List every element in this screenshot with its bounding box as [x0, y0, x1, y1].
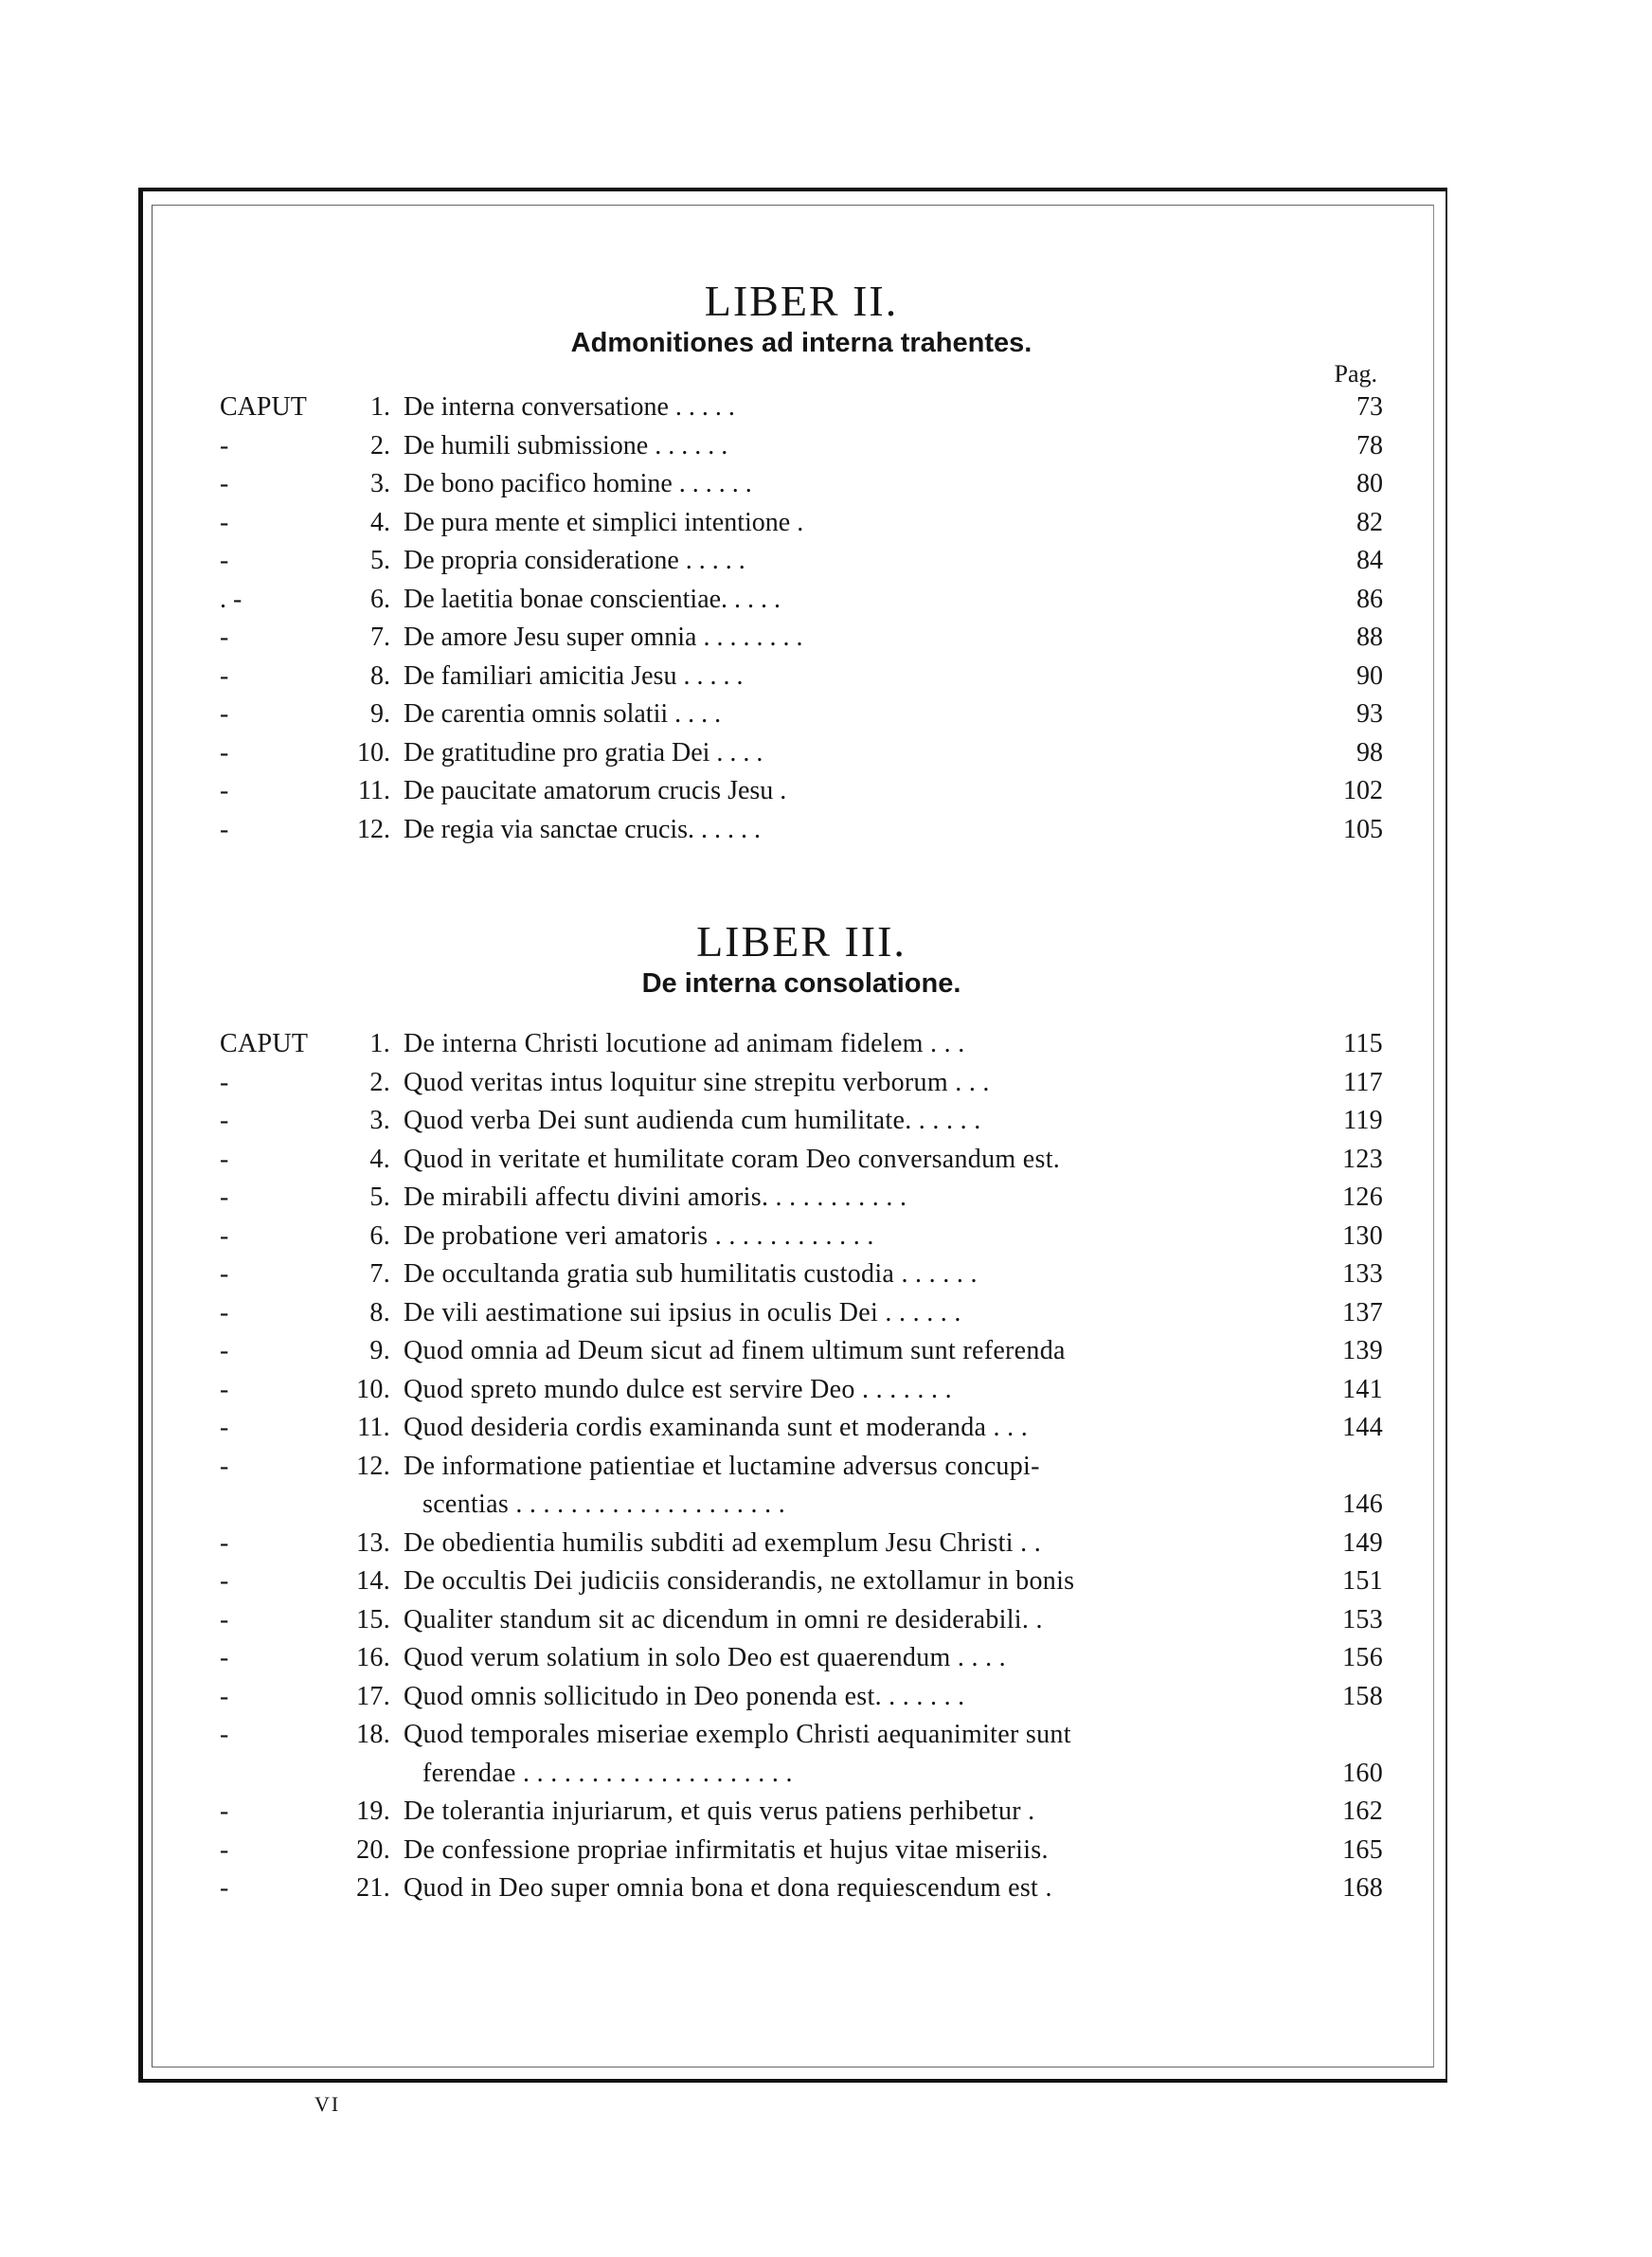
chapter-page: 139 — [1342, 1336, 1383, 1365]
chapter-number: 6. — [369, 1220, 390, 1251]
chapter-label: - — [220, 1220, 229, 1251]
chapter-label: - — [220, 546, 229, 575]
chapter-label: - — [220, 776, 229, 805]
chapter-label: - — [220, 1604, 229, 1634]
chapter-entry — [220, 542, 1383, 581]
chapter-label: - — [220, 1834, 229, 1865]
chapter-title: Quod omnia ad Deum sicut ad finem ultimum sunt referenda — [404, 1336, 1066, 1365]
chapter-entry — [220, 1562, 1383, 1601]
chapter-number: 13. — [356, 1527, 390, 1558]
chapter-entry — [220, 1755, 1383, 1794]
chapter-title: De probatione veri amatoris . . . . . . . . . . . . — [404, 1220, 874, 1251]
chapter-page: 84 — [1356, 546, 1383, 575]
chapter-title: De paucitate amatorum crucis Jesu . — [404, 776, 787, 805]
book-2-subtitle: Admonitiones ad interna trahentes. — [570, 328, 1032, 358]
book-2-section — [220, 277, 1383, 849]
chapter-entry — [220, 658, 1383, 696]
chapter-title: Quod in veritate et humilitate coram Deo conversandum est. — [404, 1144, 1061, 1174]
chapter-entry — [220, 1064, 1383, 1103]
chapter-page: 78 — [1356, 430, 1383, 460]
chapter-number: 2. — [370, 430, 390, 460]
chapter-page: 82 — [1356, 507, 1383, 537]
chapter-label: - — [220, 1374, 229, 1404]
chapter-entry — [220, 581, 1383, 620]
chapter-title: De pura mente et simplici intentione . — [404, 507, 804, 537]
chapter-number: 1. — [370, 392, 390, 422]
chapter-page: 93 — [1356, 699, 1383, 729]
chapter-number: 15. — [356, 1604, 390, 1634]
chapter-page: 158 — [1342, 1681, 1383, 1711]
chapter-entry — [220, 1371, 1383, 1410]
chapter-page: 149 — [1342, 1527, 1383, 1558]
chapter-title: De interna conversatione . . . . . — [404, 392, 735, 422]
chapter-entry — [220, 1716, 1383, 1755]
chapter-number: 4. — [369, 1144, 390, 1174]
chapter-page: 168 — [1342, 1873, 1383, 1903]
chapter-title: Quod desideria cordis examinanda sunt et moderanda . . . — [404, 1413, 1029, 1442]
chapter-label: - — [220, 1106, 229, 1135]
chapter-entry — [220, 465, 1383, 504]
book-3-section — [220, 917, 1383, 1908]
chapter-page: 146 — [1342, 1490, 1383, 1519]
chapter-number: 4. — [370, 507, 390, 537]
chapter-label: - — [220, 1183, 229, 1212]
chapter-page: 98 — [1356, 737, 1383, 767]
book-2-chapter-list — [220, 388, 1383, 849]
chapter-page: 141 — [1342, 1374, 1383, 1404]
chapter-label: - — [220, 660, 229, 691]
chapter-number: 14. — [356, 1566, 390, 1596]
chapter-page: 156 — [1342, 1643, 1383, 1672]
chapter-page: 119 — [1343, 1106, 1383, 1135]
page-number: VI — [314, 2092, 341, 2116]
chapter-entry — [220, 1409, 1383, 1448]
chapter-label: - — [220, 1413, 229, 1442]
chapter-title: De laetitia bonae conscientiae. . . . . — [404, 584, 781, 614]
chapter-entry — [220, 1179, 1383, 1218]
chapter-label: - — [220, 1259, 229, 1289]
chapter-label: - — [220, 1297, 229, 1327]
chapter-entry — [220, 1448, 1383, 1487]
chapter-title: De carentia omnis solatii . . . . — [404, 699, 722, 729]
chapter-page: 153 — [1342, 1604, 1383, 1634]
chapter-number: 2. — [369, 1067, 390, 1097]
chapter-entry — [220, 1678, 1383, 1717]
chapter-number: 8. — [370, 660, 390, 691]
chapter-label: - — [220, 1144, 229, 1174]
chapter-title: De occultis Dei judiciis considerandis, ne extollamur in bonis — [404, 1566, 1075, 1596]
chapter-title: De propria consideratione . . . . . — [404, 546, 745, 575]
chapter-title: De interna Christi locutione ad animam fidelem . . . — [404, 1029, 965, 1058]
chapter-entry — [220, 734, 1383, 773]
chapter-number: 7. — [369, 1259, 390, 1289]
chapter-number: 12. — [356, 1451, 390, 1481]
chapter-label: - — [220, 699, 229, 729]
chapter-entry — [220, 1832, 1383, 1870]
chapter-title: Quod temporales miseriae exemplo Christi aequanimiter sunt — [404, 1720, 1071, 1749]
chapter-number: 6. — [370, 584, 390, 614]
chapter-title: De occultanda gratia sub humilitatis custodia . . . . . . — [404, 1259, 978, 1289]
chapter-number: 21. — [356, 1873, 390, 1903]
chapter-title: Quod spreto mundo dulce est servire Deo . . . . . . . — [404, 1374, 952, 1404]
chapter-label: - — [220, 1873, 229, 1903]
chapter-number: 11. — [358, 776, 390, 805]
chapter-entry — [220, 504, 1383, 543]
chapter-entry — [220, 1601, 1383, 1640]
chapter-page: 102 — [1343, 776, 1383, 805]
chapter-label: - — [220, 1681, 229, 1711]
chapter-number: 20. — [356, 1834, 390, 1865]
chapter-entry — [220, 427, 1383, 466]
chapter-entry — [220, 1025, 1383, 1064]
chapter-page: 80 — [1356, 469, 1383, 498]
chapter-page: 90 — [1356, 660, 1383, 691]
chapter-label: - — [220, 814, 229, 844]
chapter-title: scentias . . . . . . . . . . . . . . . . . . . . — [422, 1490, 786, 1519]
chapter-number: 17. — [356, 1681, 390, 1711]
chapter-entry — [220, 388, 1383, 427]
chapter-label: - — [220, 1643, 229, 1672]
chapter-number: 18. — [356, 1720, 390, 1749]
chapter-number: 5. — [369, 1183, 390, 1212]
chapter-entry — [220, 1102, 1383, 1141]
chapter-title: De tolerantia injuriarum, et quis verus patiens perhibetur . — [404, 1797, 1035, 1826]
chapter-title: De regia via sanctae crucis. . . . . . — [404, 814, 762, 844]
chapter-title: Quod veritas intus loquitur sine strepitu verborum . . . — [404, 1067, 990, 1097]
book-3-title: LIBER III. — [696, 917, 907, 966]
chapter-label: - — [220, 507, 229, 537]
chapter-number: 9. — [369, 1336, 390, 1365]
chapter-page: 86 — [1356, 584, 1383, 614]
chapter-title: De gratitudine pro gratia Dei . . . . — [404, 737, 763, 767]
page-column-header: Pag. — [1334, 360, 1377, 388]
chapter-title: De familiari amicitia Jesu . . . . . — [404, 660, 744, 691]
chapter-page: 133 — [1342, 1259, 1383, 1289]
chapter-label: - — [220, 1451, 229, 1481]
chapter-title: Quod omnis sollicitudo in Deo ponenda est. . . . . . . — [404, 1681, 965, 1711]
chapter-entry — [220, 1869, 1383, 1908]
chapter-entry — [220, 1486, 1383, 1525]
chapter-label: - — [220, 1336, 229, 1365]
chapter-label: - — [220, 430, 229, 460]
chapter-entry — [220, 811, 1383, 850]
chapter-number: 7. — [370, 623, 390, 652]
book-3-subtitle: De interna consolatione. — [641, 968, 961, 999]
chapter-title: Quod verba Dei sunt audienda cum humilitate. . . . . . — [404, 1106, 981, 1135]
chapter-number: 8. — [369, 1297, 390, 1327]
chapter-entry — [220, 1294, 1383, 1333]
chapter-entry — [220, 772, 1383, 811]
chapter-entry — [220, 1218, 1383, 1256]
chapter-title: De confessione propriae infirmitatis et hujus vitae miseriis. — [404, 1834, 1049, 1865]
chapter-page: 105 — [1343, 814, 1383, 844]
chapter-page: 144 — [1342, 1413, 1383, 1442]
table-of-contents — [220, 277, 1383, 1908]
chapter-title: Qualiter standum sit ac dicendum in omni re desiderabili. . — [404, 1604, 1043, 1634]
chapter-title: De bono pacifico homine . . . . . . — [404, 469, 752, 498]
chapter-entry — [220, 1141, 1383, 1180]
chapter-title: De vili aestimatione sui ipsius in oculis Dei . . . . . . — [404, 1297, 961, 1327]
chapter-page: 117 — [1343, 1067, 1383, 1097]
chapter-label: - — [220, 1067, 229, 1097]
chapter-entry — [220, 619, 1383, 658]
chapter-page: 162 — [1342, 1797, 1383, 1826]
chapter-title: De informatione patientiae et luctamine adversus concupi- — [404, 1451, 1040, 1481]
book-2-title: LIBER II. — [704, 277, 899, 325]
chapter-page: 165 — [1342, 1834, 1383, 1865]
chapter-label: - — [220, 1797, 229, 1826]
chapter-number: 3. — [370, 469, 390, 498]
chapter-number: 3. — [369, 1106, 390, 1135]
chapter-label: - — [220, 1720, 229, 1749]
chapter-title: Quod verum solatium in solo Deo est quaerendum . . . . — [404, 1643, 1006, 1672]
chapter-page: 115 — [1343, 1029, 1383, 1058]
chapter-label: . - — [220, 584, 242, 614]
chapter-label: - — [220, 469, 229, 498]
chapter-page: 123 — [1342, 1144, 1383, 1174]
chapter-number: 9. — [370, 699, 390, 729]
chapter-number: 12. — [357, 814, 390, 844]
book-3-chapter-list — [220, 1025, 1383, 1908]
chapter-entry — [220, 1255, 1383, 1294]
chapter-title: De humili submissione . . . . . . — [404, 430, 728, 460]
chapter-label: - — [220, 1527, 229, 1558]
chapter-number: 19. — [356, 1797, 390, 1826]
chapter-page: 137 — [1342, 1297, 1383, 1327]
chapter-page: 151 — [1342, 1566, 1383, 1596]
chapter-label: - — [220, 1566, 229, 1596]
chapter-number: 5. — [370, 546, 390, 575]
chapter-entry — [220, 1793, 1383, 1832]
chapter-title: De amore Jesu super omnia . . . . . . . . — [404, 623, 803, 652]
chapter-number: 11. — [357, 1413, 390, 1442]
chapter-page: 88 — [1356, 623, 1383, 652]
chapter-title: De obedientia humilis subditi ad exemplum Jesu Christi . . — [404, 1527, 1041, 1558]
chapter-entry — [220, 1639, 1383, 1678]
chapter-label: - — [220, 737, 229, 767]
chapter-entry — [220, 1332, 1383, 1371]
chapter-number: 16. — [356, 1643, 390, 1672]
chapter-number: 1. — [369, 1029, 390, 1058]
chapter-page: 160 — [1342, 1758, 1383, 1788]
chapter-page: 126 — [1342, 1183, 1383, 1212]
chapter-entry — [220, 695, 1383, 734]
chapter-title: Quod in Deo super omnia bona et dona requiescendum est . — [404, 1873, 1052, 1903]
chapter-label: CAPUT — [220, 1029, 309, 1058]
chapter-number: 10. — [356, 1374, 390, 1404]
chapter-entry — [220, 1525, 1383, 1563]
chapter-label: - — [220, 623, 229, 652]
chapter-number: 10. — [357, 737, 390, 767]
chapter-title: De mirabili affectu divini amoris. . . . . . . . . . . — [404, 1183, 907, 1212]
chapter-page: 73 — [1356, 392, 1383, 422]
chapter-label: CAPUT — [220, 392, 307, 422]
chapter-title: ferendae . . . . . . . . . . . . . . . . . . . . — [422, 1758, 793, 1788]
chapter-page: 130 — [1342, 1220, 1383, 1251]
